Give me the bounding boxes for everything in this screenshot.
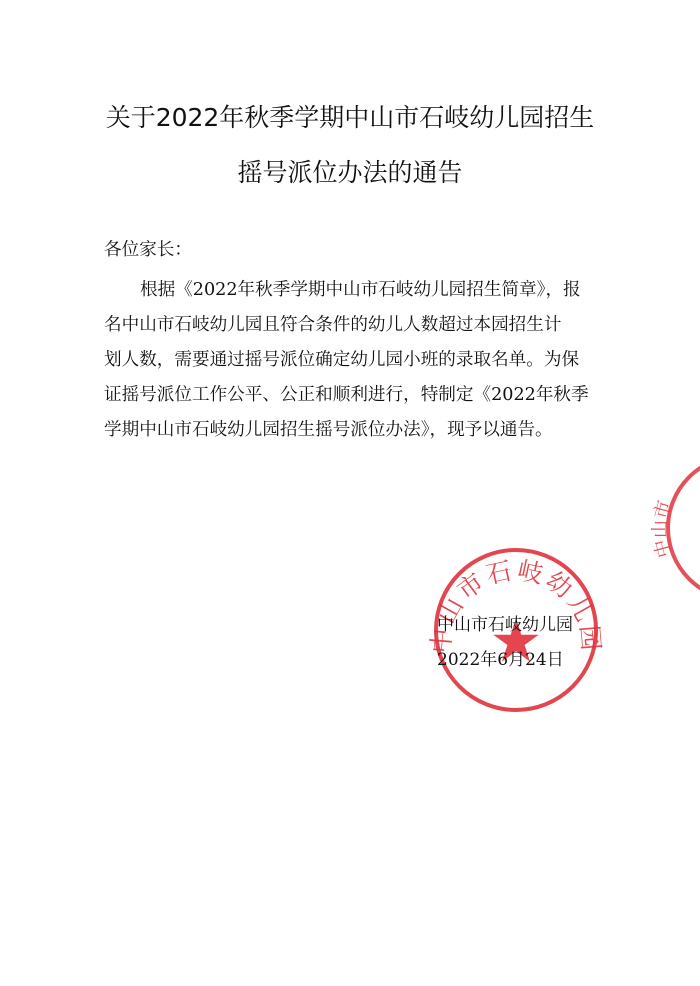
notice-title-line-2: 摇号派位办法的通告: [237, 158, 463, 187]
signature-org: 中山市石岐幼儿园: [437, 615, 573, 635]
salutation: 各位家长：: [104, 240, 192, 260]
signature-date: 2022年6月24日: [437, 650, 564, 670]
seal-text: 中山市石岐幼儿园: [426, 555, 606, 655]
body-paragraph-line: 划人数，需要通过摇号派位确定幼儿园小班的录取名单。为保: [104, 350, 580, 370]
partial-seal-text: 中山市: [650, 498, 676, 560]
partial-seal: [650, 460, 700, 600]
notice-title-line-1: 关于2022年秋季学期中山市石岐幼儿园招生: [105, 103, 595, 132]
body-paragraph-line: 学期中山市石岐幼儿园招生摇号派位办法》，现予以通告。: [104, 420, 553, 440]
body-paragraph-line: 名中山市石岐幼儿园且符合条件的幼儿人数超过本园招生计: [104, 315, 562, 335]
svg-text:中山市: [650, 498, 675, 559]
body-paragraph-line: 根据《2022年秋季学期中山市石岐幼儿园招生简章》，报: [140, 280, 581, 300]
body-paragraph-line: 证摇号派位工作公平、公正和顺利进行，特制定《2022年秋季: [104, 385, 589, 405]
